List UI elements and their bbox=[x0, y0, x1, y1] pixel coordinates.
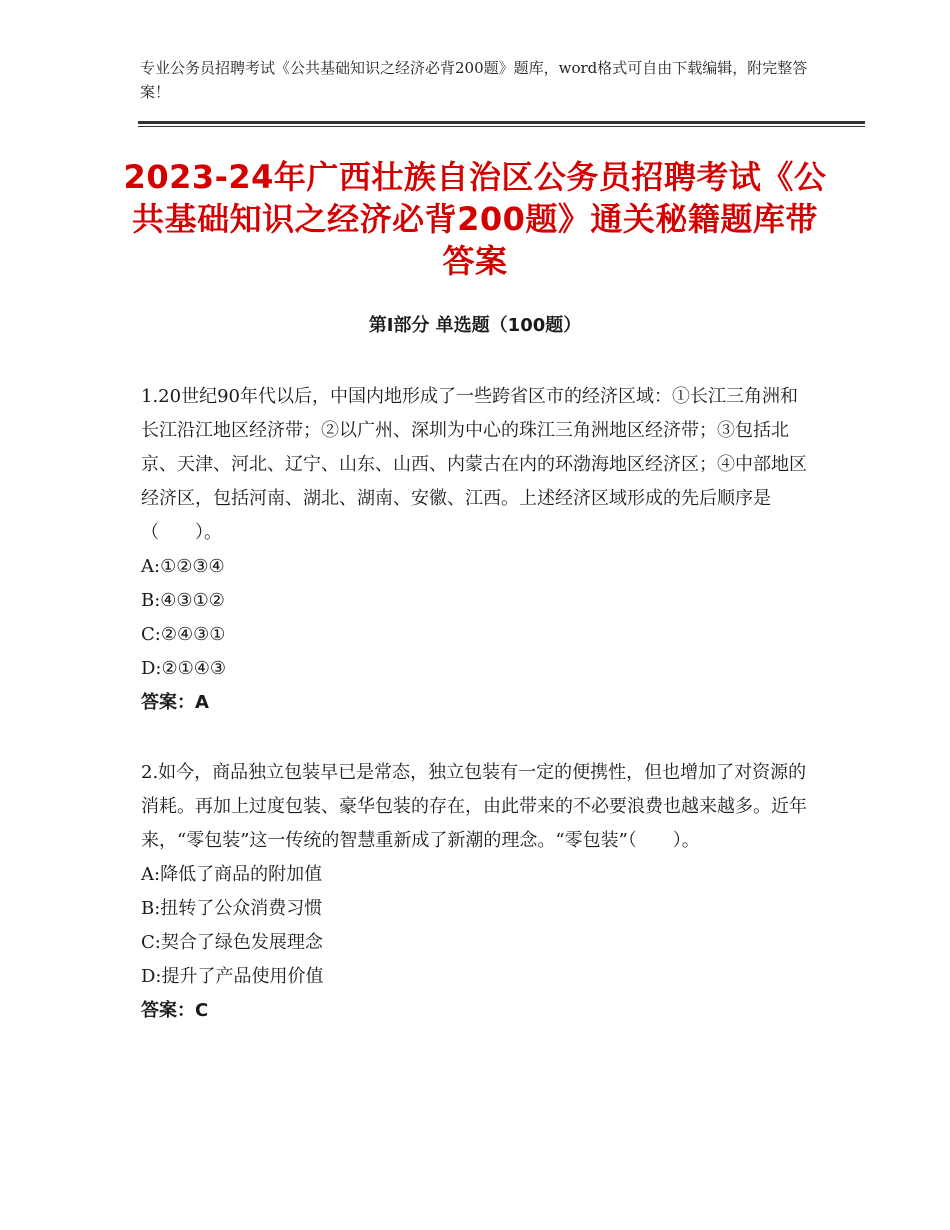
option-b: B:扭转了公众消费习惯 bbox=[141, 898, 323, 919]
option-a: A:①②③④ bbox=[141, 556, 225, 577]
answer: 答案：C bbox=[141, 1000, 209, 1021]
document-title: 2023-24年广西壮族自治区公务员招聘考试《公共基础知识之经济必背200题》通关秘籍题库带答案 bbox=[123, 158, 827, 280]
option-c: C:②④③① bbox=[141, 624, 226, 645]
header-note: 专业公务员招聘考试《公共基础知识之经济必背200题》题库，word格式可自由下载编辑，附完整答案！ bbox=[140, 59, 808, 101]
section-title: 第Ⅰ部分 单选题（100题） bbox=[368, 315, 582, 336]
option-b: B:④③①② bbox=[141, 590, 225, 611]
question-stem: 2.如今，商品独立包装早已是常态，独立包装有一定的便携性，但也增加了对资源的消耗。再加上过度包装、豪华包装的存在，由此带来的不必要浪费也越来越多。近年来，“零包装”这一传统的智慧重新成了新潮的理念。“零包装”（ ）。 bbox=[141, 762, 807, 851]
question-stem: 1.20世纪90年代以后，中国内地形成了一些跨省区市的经济区域：①长江三角洲和长江沿江地区经济带；②以广州、深圳为中心的珠江三角洲地区经济带；③包括北京、天津、河北、辽宁、山东、山西、内蒙古在内的环渤海地区经济区；④中部地区经济区，包括河南、湖北、湖南、安徽、江西。上述经济区域形成的先后顺序是（ ）。 bbox=[141, 386, 807, 543]
option-d: D:②①④③ bbox=[141, 658, 227, 679]
option-c: C:契合了绿色发展理念 bbox=[141, 932, 323, 953]
answer: 答案：A bbox=[141, 692, 209, 713]
option-a: A:降低了商品的附加值 bbox=[141, 864, 323, 885]
question-2 bbox=[141, 756, 809, 1028]
header-divider-thin bbox=[138, 126, 865, 127]
header-divider-thick bbox=[138, 121, 865, 124]
option-d: D:提升了产品使用价值 bbox=[141, 966, 324, 987]
question-1 bbox=[141, 380, 809, 720]
